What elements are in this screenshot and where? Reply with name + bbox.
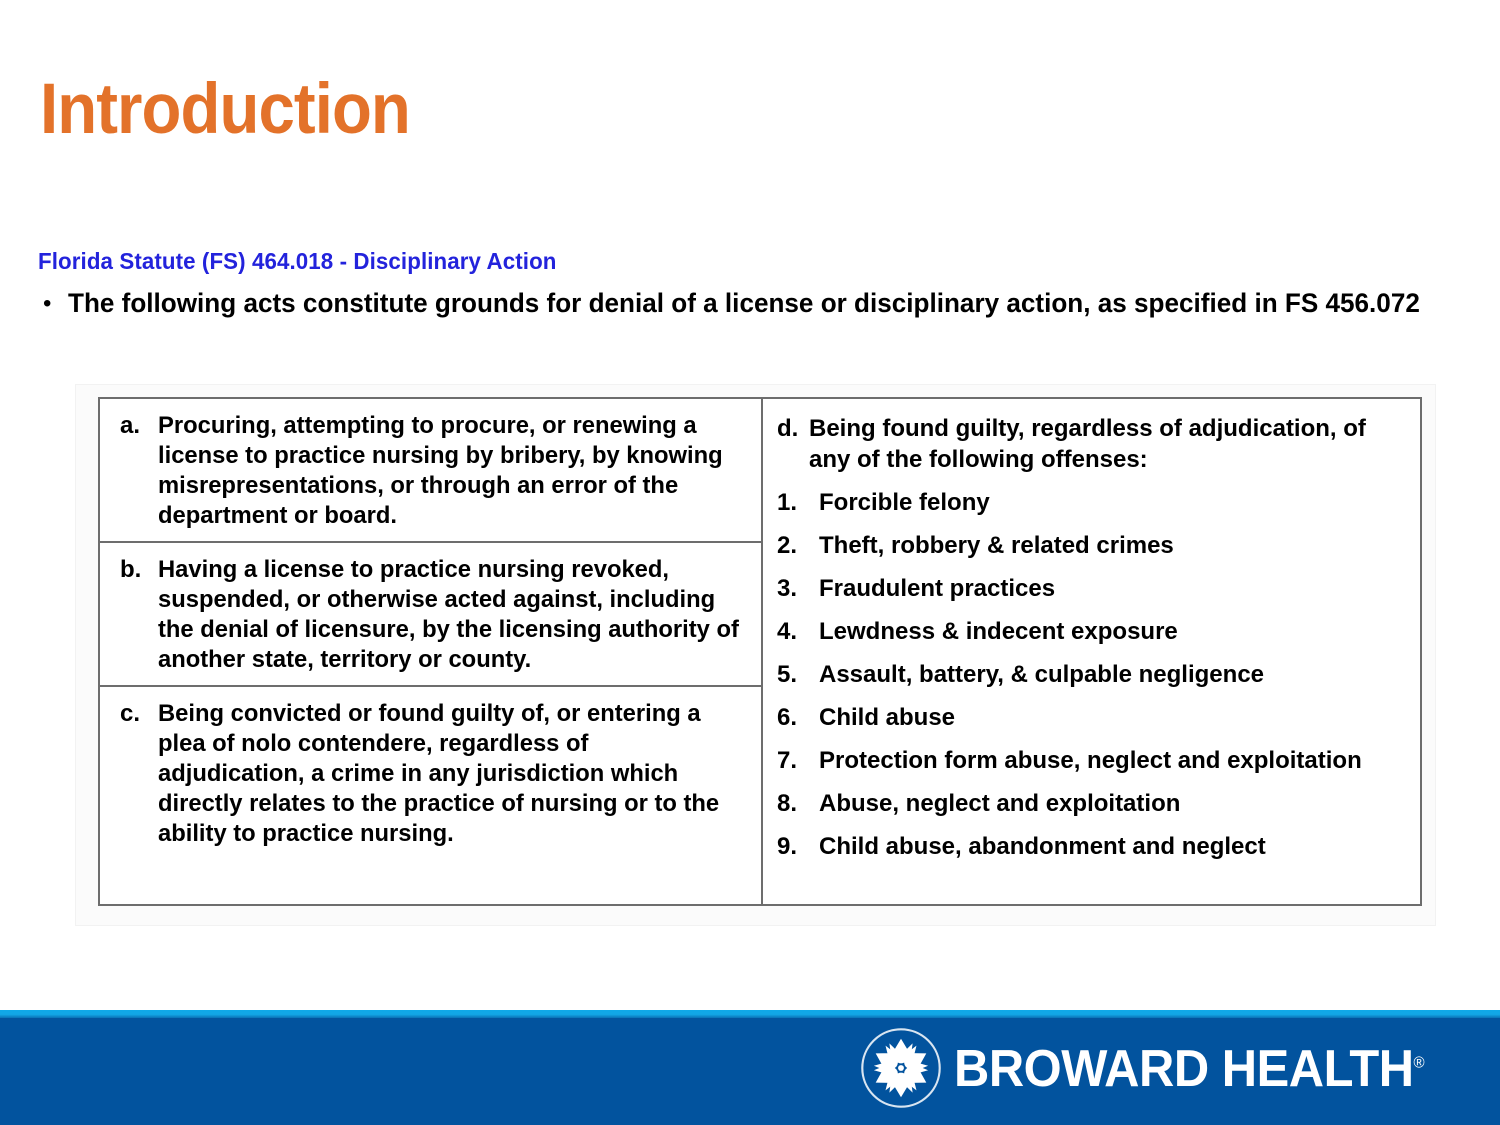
statute-heading: Florida Statute (FS) 464.018 - Disciplinary Action	[38, 248, 557, 274]
list-item	[777, 617, 1410, 647]
list-item-text: Child abuse	[819, 704, 956, 731]
footer-bar	[0, 1010, 1500, 1125]
table-row	[100, 685, 761, 859]
page-title: Introduction	[40, 70, 410, 149]
list-item-text: Being convicted or found guilty of, or entering a plea of nolo contendere, regardless of adjudication, a crime in any jurisdiction which directly relates to the practice of nursing or to the ability to practice nursing.	[158, 700, 720, 847]
footer-accent-stripe	[0, 1010, 1500, 1018]
broward-health-star-emblem-icon	[858, 1025, 944, 1111]
list-marker: 3.	[777, 575, 798, 602]
list-marker: b.	[120, 556, 142, 583]
list-marker: 4.	[777, 618, 798, 645]
grounds-table	[98, 397, 1422, 906]
list-item-text: Having a license to practice nursing revoked, suspended, or otherwise acted against, including the denial of licensure, by the licensing authority of another state, territory or county.	[158, 556, 739, 673]
list-marker: c.	[120, 700, 141, 727]
list-item	[777, 703, 1410, 733]
list-item-text: Being found guilty, regardless of adjudication, of any of the following offenses:	[809, 415, 1366, 473]
broward-health-logo	[858, 1032, 1454, 1106]
list-marker: a.	[120, 412, 141, 439]
intro-bullet	[40, 283, 1470, 324]
list-marker: 8.	[777, 790, 798, 817]
list-item	[777, 531, 1410, 561]
list-marker: 6.	[777, 704, 798, 731]
list-item-text: Protection form abuse, neglect and exploitation	[819, 747, 1362, 774]
table-right-column	[763, 399, 1420, 904]
offenses-lead	[777, 413, 1410, 475]
list-item-text: Assault, battery, & culpable negligence	[819, 661, 1265, 688]
brand-name-text: BROWARD HEALTH	[953, 1040, 1414, 1098]
list-item	[777, 488, 1410, 518]
list-marker: 2.	[777, 532, 798, 559]
list-marker: 1.	[777, 489, 798, 516]
list-marker: 5.	[777, 661, 798, 688]
list-item-text: Lewdness & indecent exposure	[819, 618, 1178, 645]
list-marker: 9.	[777, 833, 798, 860]
table-left-column	[100, 399, 763, 904]
list-item-text: Forcible felony	[819, 489, 990, 516]
list-item-text: Fraudulent practices	[819, 575, 1056, 602]
list-marker: d.	[777, 415, 799, 442]
list-marker: 7.	[777, 747, 798, 774]
list-item	[777, 574, 1410, 604]
brand-name	[953, 1040, 1424, 1098]
list-item	[777, 746, 1410, 776]
list-item	[777, 789, 1410, 819]
list-item-text: Theft, robbery & related crimes	[819, 532, 1174, 559]
list-item-text: Procuring, attempting to procure, or renewing a license to practice nursing by bribery, by knowing misrepresentations, or through an error of the department or board.	[158, 412, 723, 529]
table-row	[100, 541, 761, 685]
list-item-text: Abuse, neglect and exploitation	[819, 790, 1181, 817]
table-row	[100, 399, 761, 541]
list-item	[777, 832, 1410, 862]
bullet-marker-icon: •	[43, 290, 52, 317]
intro-bullet-text: The following acts constitute grounds for denial of a license or disciplinary action, as specified in FS 456.072	[68, 288, 1420, 318]
list-item-text: Child abuse, abandonment and neglect	[819, 833, 1266, 860]
trademark-symbol: ®	[1413, 1054, 1424, 1072]
list-item	[777, 660, 1410, 690]
